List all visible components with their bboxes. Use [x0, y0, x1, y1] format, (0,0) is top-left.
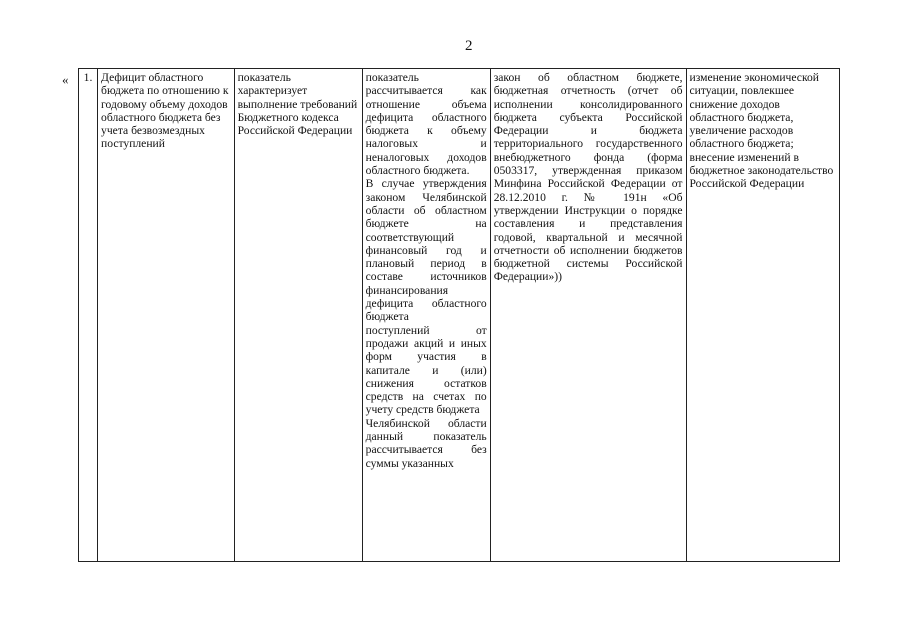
factor-paragraph: внесение изменений в бюджетное законодательство Российской Федерации — [689, 150, 834, 191]
indicator-table — [78, 68, 840, 562]
indicator-name-cell: Дефицит областного бюджета по отношению к годовому объему доходов областного бюджета без учета безвозмездных поступлений — [98, 69, 235, 562]
row-number-cell: 1. — [79, 69, 98, 562]
calculation-paragraph: В случае утверждения законом Челябинской области об областном бюджете на соответствующий финансовый год и плановый период в составе источников финансирования дефицита областного бюджета — [365, 177, 487, 324]
indicator-characteristic-cell: показатель характеризует выполнение требований Бюджетного кодекса Российской Федерации — [234, 69, 362, 562]
opening-quote-mark: « — [62, 72, 69, 87]
influencing-factors-cell — [686, 69, 840, 562]
calculation-paragraph: показатель рассчитывается как отношение объема дефицита областного бюджета к объему налоговых и неналоговых доходов областного бюджета. — [365, 71, 487, 178]
factor-paragraph: изменение экономической ситуации, повлекшее снижение доходов областного бюджета, увеличение расходов областного бюджета; — [689, 71, 820, 151]
calculation-method-cell — [362, 69, 490, 562]
data-source-cell: закон об областном бюджете, бюджетная отчетность (отчет об исполнении консолидированного бюджета субъекта Российской Федерации и бюджета территориального государственного внебюджетного фонда (форма 0503317, утвержденная приказом Минфина Российской Федерации от 28.12.2010 г. № 191н «Об утверждении Инструкции о порядке составления и представления годовой, квартальной и месячной отчетности об исполнении бюджетов бюджетной системы Российской Федерации»)) — [490, 69, 686, 562]
table-row — [79, 69, 840, 562]
page-number: 2 — [465, 38, 473, 54]
calculation-paragraph: поступлений от продажи акций и иных форм участия в капитале и (или) снижения остатков средств на счетах по учету средств бюджета — [365, 323, 487, 417]
calculation-paragraph: Челябинской области данный показатель рассчитывается без суммы указанных — [365, 416, 487, 470]
